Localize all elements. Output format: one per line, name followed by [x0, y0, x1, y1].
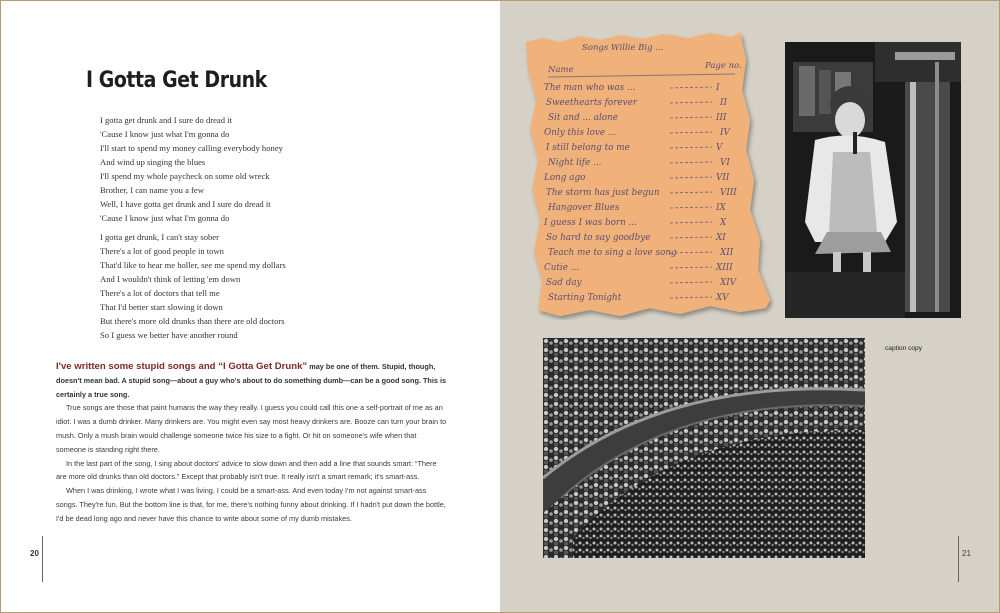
- setlist-number: VI: [720, 158, 730, 168]
- setlist-number: XV: [716, 293, 729, 303]
- lyric-line: There's a lot of doctors that tell me: [100, 288, 220, 298]
- lyric-line: That'd like to hear me holler, see me spend my dollars: [100, 260, 286, 270]
- setlist-song: I still belong to me: [546, 143, 630, 153]
- setlist-song: Sweethearts forever: [546, 98, 638, 108]
- lead-rest: may be one of them. Stupid, though, doesn't mean bad. A stupid song—about a guy who's about to do something dumb—can be a good song. This is certainly a true song.: [56, 362, 447, 399]
- setlist-number: VIII: [720, 188, 737, 198]
- setlist-number: II: [720, 98, 727, 108]
- lyric-line: I gotta get drunk and I sure do dread it: [100, 115, 232, 125]
- setlist-song: So hard to say goodbye: [546, 233, 651, 243]
- setlist-number: V: [716, 143, 723, 153]
- photo-caption: caption copy: [885, 345, 923, 352]
- setlist-number: IV: [720, 128, 730, 138]
- lyric-line: That I'd better start slowing it down: [100, 302, 223, 312]
- lyrics-block: [100, 113, 430, 347]
- setlist-number: XIII: [716, 263, 733, 273]
- singer-photo: [785, 42, 961, 318]
- lyrics-stanza-2: [100, 230, 430, 342]
- lyric-line: I'll spend my whole paycheck on some old wreck: [100, 171, 270, 181]
- lyric-line: Brother, I can name you a few: [100, 185, 204, 195]
- lyric-line: 'Cause I know just what I'm gonna do: [100, 129, 230, 139]
- setlist-song: The storm has just begun: [546, 188, 660, 198]
- commentary-text: [56, 360, 448, 526]
- lyric-line: So I guess we better have another round: [100, 330, 238, 340]
- body-paragraph: True songs are those that paint humans the way they really. I guess you could call this one a self-portrait of me as an idiot. I was a dumb drinker. Many drinkers are. You might even say most heavy drinkers are. Booze can turn your brain to mush. Only a mush brain would challenge someone twice his size to a fight. Or hit on someone's wife when that someone is standing right there.: [56, 403, 447, 454]
- page-number-left: 20: [30, 549, 39, 558]
- setlist-song: Only this love ...: [544, 128, 617, 138]
- setlist-number: VII: [716, 173, 730, 183]
- setlist-col-page: Page no.: [705, 61, 742, 71]
- setlist-number: XI: [716, 233, 726, 243]
- folio-rule-left: [42, 536, 43, 582]
- lead-highlight: I've written some stupid songs and “I Gotta Get Drunk”: [56, 361, 308, 372]
- body-paragraph: When I was drinking, I wrote what I was living. I could be a smart-ass. And even today I'm not against smart-ass songs. They're fun. But the bottom line is that, for me, there's nothing funny about drinking. If I hadn't put down the bottle, I'd be dead long ago and never have this chance to write about some of my dumb mistakes.: [56, 486, 446, 523]
- lyric-line: I'll start to spend my money calling everybody honey: [100, 143, 283, 153]
- lead-paragraph: [56, 360, 448, 401]
- setlist-song: Cutie ...: [544, 263, 580, 273]
- setlist-song: Sit and ... alone: [548, 113, 618, 123]
- setlist-song: I guess I was born ...: [544, 218, 637, 228]
- body-paragraph: In the last part of the song, I sing about doctors' advice to slow down and then add a line that sounds smart: “There are more old drunks than old doctors.” Except that probably isn't true. It really isn't a smart remark; it's smart-ass.: [56, 458, 437, 482]
- lyric-line: Well, I have gotta get drunk and I sure do dread it: [100, 199, 271, 209]
- setlist-number: XII: [720, 248, 734, 258]
- folio-rule-right: [958, 536, 959, 582]
- lyric-line: I gotta get drunk, I can't stay sober: [100, 232, 219, 242]
- setlist-song: Starting Tonight: [548, 293, 622, 303]
- setlist-song: Night life ...: [548, 158, 602, 168]
- setlist-number: I: [716, 83, 720, 93]
- setlist-number: X: [720, 218, 727, 228]
- lyric-line: 'Cause I know just what I'm gonna do: [100, 213, 230, 223]
- lyric-line: And I wouldn't think of letting 'em down: [100, 274, 241, 284]
- lyrics-stanza-1: [100, 113, 430, 225]
- setlist-header: Songs Willie Big ...: [582, 43, 664, 53]
- lyric-line: And wind up singing the blues: [100, 157, 206, 167]
- setlist-song: The man who was ...: [544, 83, 636, 93]
- setlist-number: III: [716, 113, 727, 123]
- lyric-line: There's a lot of good people in town: [100, 246, 224, 256]
- setlist-song: Hangover Blues: [548, 203, 620, 213]
- setlist-song: Sad day: [546, 278, 582, 288]
- audience-photo: [543, 338, 865, 558]
- page-number-right: 21: [962, 549, 971, 558]
- setlist-song: Long ago: [544, 173, 586, 183]
- setlist-number: XIV: [720, 278, 737, 288]
- setlist-number: IX: [716, 203, 726, 213]
- page-title: I Gotta Get Drunk: [86, 68, 267, 93]
- setlist-col-name: Name: [548, 65, 574, 75]
- lyric-line: But there's more old drunks than there are old doctors: [100, 316, 285, 326]
- setlist-song: Teach me to sing a love song: [548, 248, 677, 258]
- handwritten-setlist-image: [520, 30, 775, 320]
